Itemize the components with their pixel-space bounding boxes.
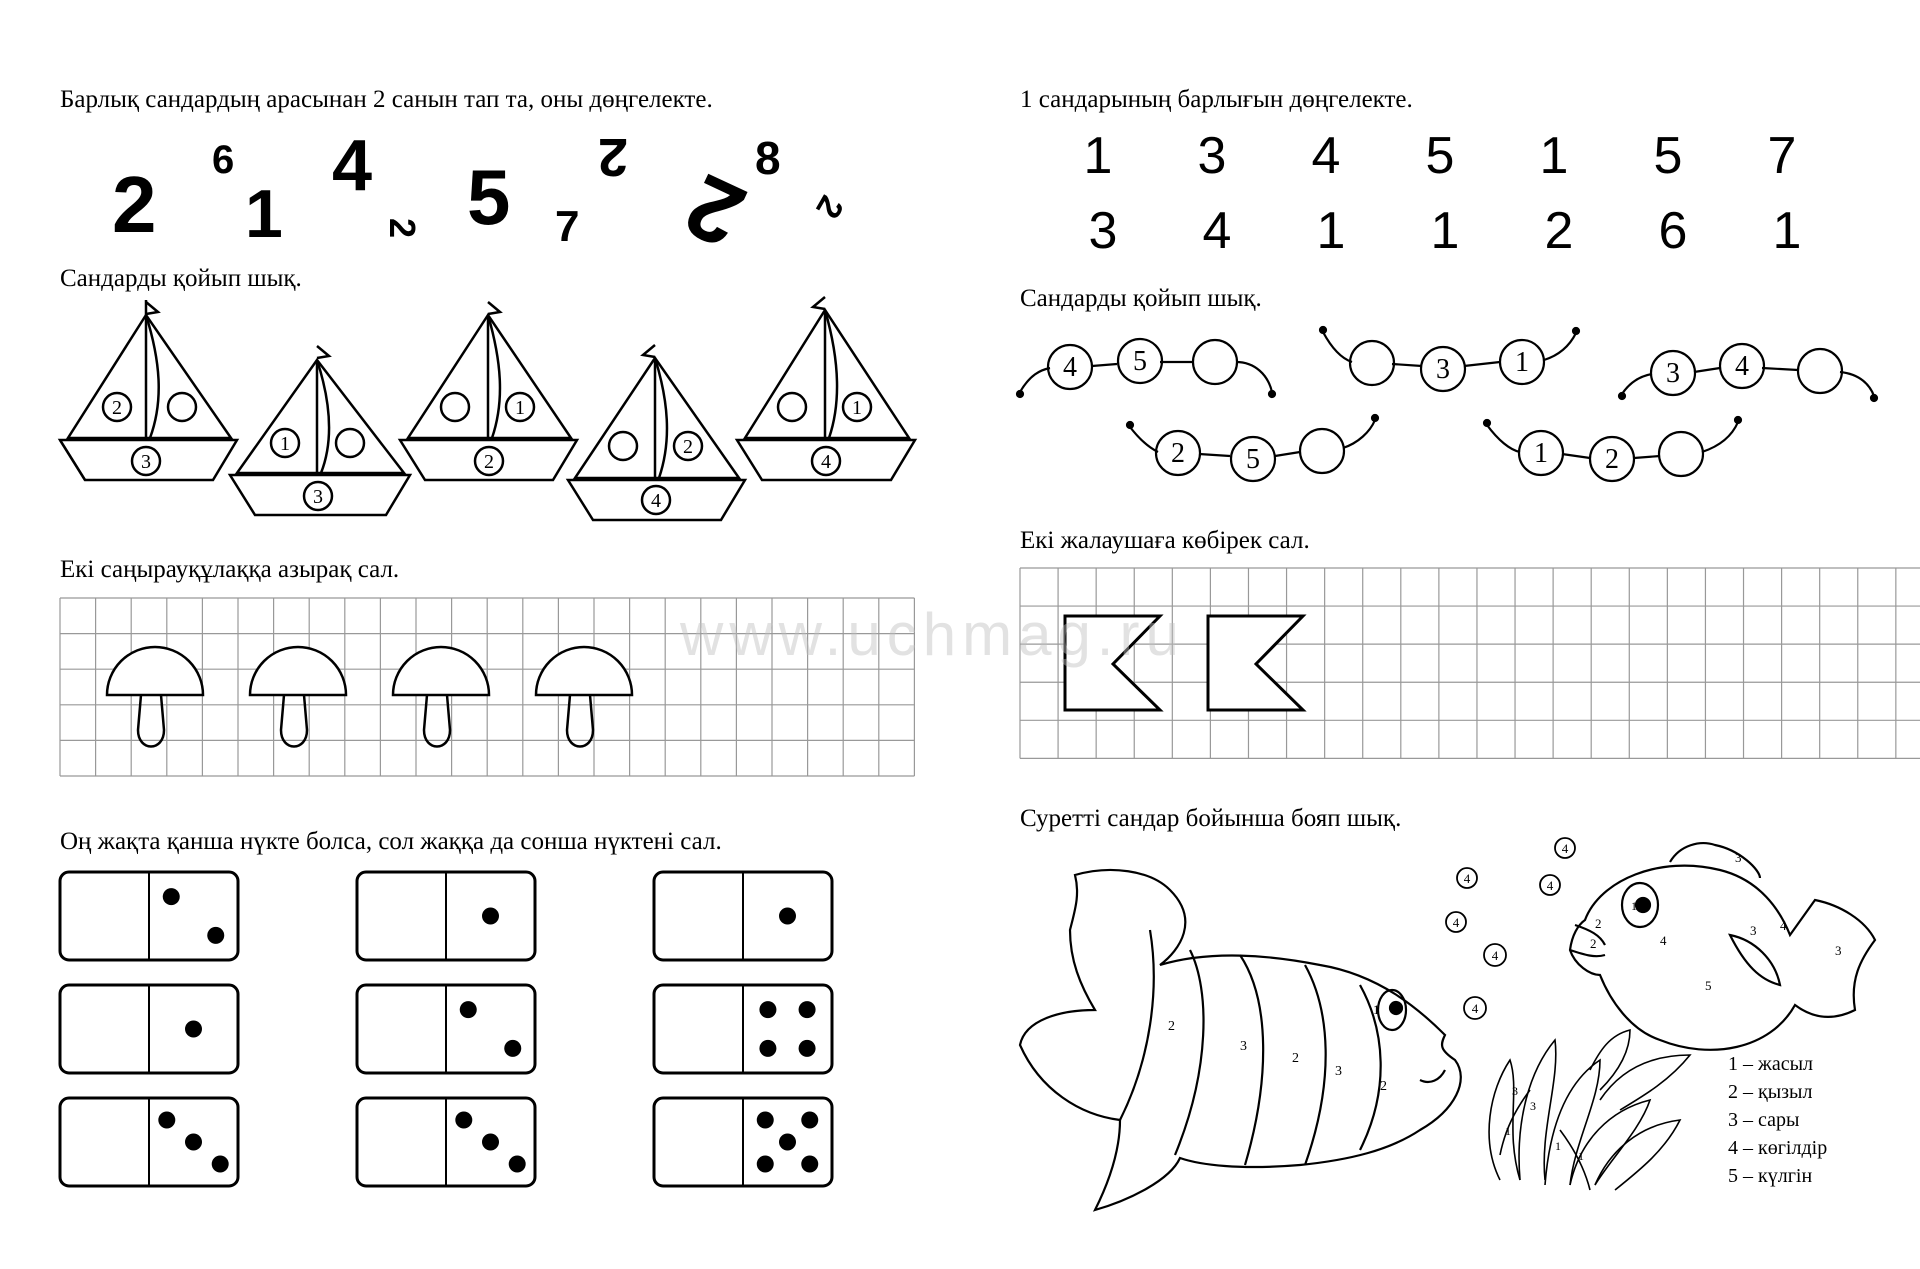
boat-number: 1 [280, 433, 290, 455]
domino[interactable] [654, 1098, 832, 1186]
digit-cell[interactable]: 3 [1197, 127, 1227, 185]
color-number: 1 [1631, 899, 1637, 913]
caterpillar-number: 5 [1133, 346, 1147, 377]
digit-cell[interactable]: 5 [1425, 127, 1455, 185]
seaweed [1489, 1030, 1690, 1190]
domino-dot [509, 1156, 526, 1173]
domino-empty-half[interactable] [658, 1102, 739, 1182]
mushrooms [107, 647, 632, 747]
caterpillar-5 [1484, 417, 1741, 481]
domino-dot [779, 1134, 796, 1151]
boats [60, 297, 915, 520]
scattered-digit[interactable]: 2 [808, 189, 851, 225]
bubble-number: 4 [1463, 871, 1471, 886]
caterpillar-number: 4 [1735, 351, 1749, 382]
caterpillar-2 [1320, 327, 1579, 391]
scattered-digit[interactable]: 2 [598, 127, 629, 187]
legend-item: 1 – жасыл [1728, 1053, 1813, 1075]
domino[interactable] [357, 985, 535, 1073]
task-dominoes: Оң жақта қанша нүкте болса, сол жаққа да сонша нүктені сал. [60, 828, 722, 855]
color-number: 3 [1835, 943, 1842, 958]
color-number: 2 [1590, 936, 1597, 951]
caterpillar-number: 1 [1515, 347, 1529, 378]
color-number: 5 [1705, 978, 1712, 993]
task-find-two: Барлық сандардың арасынан 2 санын тап та, оны дөңгелекте. [60, 86, 713, 113]
boat-2 [230, 346, 410, 515]
color-number: 4 [1660, 933, 1667, 948]
caterpillar-number: 4 [1063, 352, 1077, 383]
domino-dot [759, 1001, 776, 1018]
boat-number: 1 [852, 397, 862, 419]
boat-number: 3 [313, 486, 323, 508]
caterpillar-number: 2 [1605, 444, 1619, 475]
caterpillar-3 [1619, 344, 1877, 401]
legend-item: 5 – күлгін [1728, 1165, 1813, 1187]
legend-item: 2 – қызыл [1728, 1081, 1813, 1103]
boat-number: 4 [651, 490, 661, 512]
task-mushrooms: Екі саңырауқұлаққа азырақ сал. [60, 556, 400, 583]
color-number: 3 [1240, 1039, 1247, 1054]
digit-cell[interactable]: 1 [1316, 202, 1346, 260]
domino-empty-half[interactable] [64, 989, 145, 1069]
domino-dot [185, 1021, 202, 1038]
caterpillar-number: 2 [1171, 438, 1185, 469]
domino-dot [504, 1040, 521, 1057]
dominoes [60, 872, 832, 1186]
scattered-digit[interactable]: 2 [671, 154, 759, 266]
domino-empty-half[interactable] [64, 876, 145, 956]
domino[interactable] [60, 872, 238, 960]
domino[interactable] [654, 872, 832, 960]
digit-cell[interactable]: 4 [1202, 202, 1232, 260]
domino-empty-half[interactable] [658, 989, 739, 1069]
domino-dot [779, 908, 796, 925]
domino-dot [759, 1040, 776, 1057]
domino[interactable] [357, 1098, 535, 1186]
domino-dot [207, 927, 224, 944]
caterpillar-number: 1 [1534, 438, 1548, 469]
scattered-digit[interactable]: 5 [467, 153, 511, 241]
boat-5 [737, 297, 915, 480]
domino-dot [212, 1156, 229, 1173]
digit-cell[interactable]: 2 [1544, 202, 1574, 260]
color-number: 3 [1530, 1099, 1536, 1113]
round-fish [1570, 843, 1875, 1050]
watermark: www.uchmag.ru [680, 601, 1185, 668]
caterpillar-number: 5 [1246, 444, 1260, 475]
scattered-digit[interactable]: 4 [332, 126, 373, 206]
color-number: 2 [1292, 1051, 1299, 1066]
digit-cell[interactable]: 7 [1767, 127, 1797, 185]
mushroom-2 [250, 647, 346, 747]
scattered-digit[interactable]: 2 [382, 217, 424, 239]
color-legend [1728, 1050, 1827, 1190]
domino[interactable] [654, 985, 832, 1073]
domino[interactable] [60, 985, 238, 1073]
domino-empty-half[interactable] [361, 989, 442, 1069]
boat-number: 2 [112, 397, 122, 419]
mushroom-1 [107, 647, 203, 747]
task-circle-ones: 1 сандарының барлығын дөңгелекте. [1020, 86, 1413, 113]
mushroom-4 [536, 647, 632, 747]
color-number: 1 [1505, 1124, 1511, 1138]
domino-empty-half[interactable] [658, 876, 739, 956]
digit-cell[interactable]: 1 [1430, 202, 1460, 260]
color-number: 3 [1512, 1084, 1518, 1098]
flag-2 [1208, 616, 1303, 710]
bubble-number: 4 [1546, 878, 1554, 893]
domino-dot [455, 1112, 472, 1129]
color-number: 4 [1780, 918, 1787, 933]
scattered-digit[interactable]: 2 [112, 160, 157, 249]
task-fill-numbers-left: Сандарды қойып шық. [60, 265, 302, 292]
boat-4 [568, 345, 745, 520]
domino-dot [163, 888, 180, 905]
color-number: 2 [1168, 1019, 1175, 1034]
boat-1 [60, 300, 237, 480]
boat-number: 3 [141, 451, 151, 473]
bubble-number: 4 [1561, 841, 1569, 856]
domino-dot [757, 1112, 774, 1129]
boat-3 [400, 302, 577, 480]
scattered-digit[interactable]: 8 [755, 132, 781, 184]
caterpillar-number: 3 [1436, 354, 1450, 385]
caterpillar-number: 3 [1666, 358, 1680, 389]
caterpillar-1 [1017, 339, 1275, 397]
caterpillars [1017, 327, 1877, 481]
color-number: 3 [1750, 923, 1757, 938]
caterpillar-4 [1127, 415, 1378, 481]
boat-number: 1 [515, 397, 525, 419]
domino-empty-half[interactable] [361, 1102, 442, 1182]
task-fill-numbers-right: Сандарды қойып шық. [1020, 285, 1262, 312]
bubble-number: 4 [1471, 1001, 1479, 1016]
domino-dot [799, 1040, 816, 1057]
bubble-number: 4 [1452, 915, 1460, 930]
mushroom-3 [393, 647, 489, 747]
boat-number: 4 [821, 451, 831, 473]
color-number: 3 [1735, 850, 1742, 865]
domino-dot [482, 908, 499, 925]
color-number: 1 [1578, 1149, 1584, 1163]
scattered-digit[interactable]: 7 [555, 202, 580, 251]
domino-empty-half[interactable] [361, 876, 442, 956]
color-number: 1 [1555, 1139, 1561, 1153]
color-number: 1 [1373, 1002, 1380, 1017]
digit-cell[interactable]: 5 [1653, 127, 1683, 185]
bubbles [1446, 838, 1575, 1019]
angelfish [1020, 870, 1461, 1210]
domino-dot [757, 1156, 774, 1173]
domino-dot [482, 1134, 499, 1151]
color-number: 2 [1380, 1079, 1387, 1094]
domino-dot [801, 1156, 818, 1173]
legend-item: 3 – сары [1728, 1109, 1800, 1131]
boat-number: 2 [683, 436, 693, 458]
domino[interactable] [357, 872, 535, 960]
task-coloring: Суретті сандар бойынша бояп шық. [1020, 805, 1402, 832]
task-flags: Екі жалаушаға көбірек сал. [1020, 527, 1310, 554]
domino-empty-half[interactable] [64, 1102, 145, 1182]
boat-number: 2 [484, 451, 494, 473]
domino-dot [460, 1001, 477, 1018]
digit-cell[interactable]: 1 [1083, 127, 1113, 185]
digit-cell[interactable]: 4 [1311, 127, 1341, 185]
domino-dot [799, 1001, 816, 1018]
domino-dot [801, 1112, 818, 1129]
digit-cell[interactable]: 3 [1088, 202, 1118, 260]
scattered-digit[interactable]: 6 [212, 138, 235, 182]
digit-cell[interactable]: 6 [1658, 202, 1688, 260]
domino[interactable] [60, 1098, 238, 1186]
digit-cell[interactable]: 1 [1772, 202, 1802, 260]
legend-item: 4 – көгілдір [1728, 1137, 1828, 1159]
scattered-digit[interactable]: 1 [245, 176, 283, 252]
bubble-number: 4 [1491, 948, 1499, 963]
digit-cell[interactable]: 1 [1539, 127, 1569, 185]
domino-dot [158, 1112, 175, 1129]
color-number: 2 [1595, 916, 1602, 931]
domino-dot [185, 1134, 202, 1151]
color-number: 3 [1335, 1064, 1342, 1079]
